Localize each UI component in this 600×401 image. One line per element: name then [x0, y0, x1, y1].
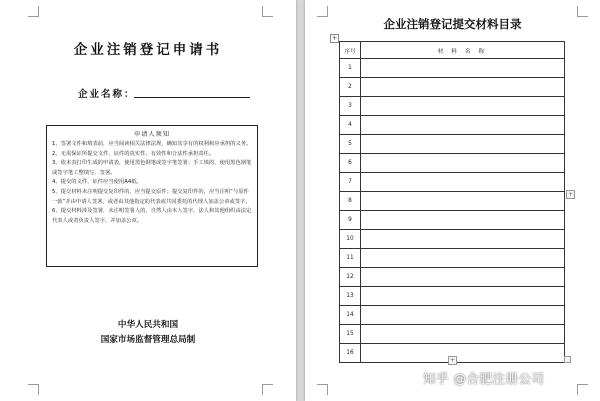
- table-row: [340, 59, 565, 78]
- table-row: [340, 135, 565, 154]
- material-name-cell[interactable]: [361, 116, 565, 135]
- header-serial-number: 序号: [340, 42, 361, 59]
- notice-item: 1、签署文件和填表前，应当阅读相关法律法规，确知其享有的权利和应承担的义务。: [52, 141, 252, 147]
- table-row: [340, 230, 565, 249]
- table-row: [340, 173, 565, 192]
- crop-mark: [262, 6, 273, 17]
- table-row: [340, 249, 565, 268]
- crop-mark: [317, 384, 328, 395]
- notice-item: 5、提交材料未注明提交复印件的，应当提交原件；提交复印件的，应当注明“与原件一致”并由申请人签署，或者由其他指定的代表或共同委托的代理人加盖公章或签字。: [52, 188, 251, 205]
- application-form-page: [0, 0, 296, 401]
- table-row: [340, 116, 565, 135]
- crop-mark: [577, 384, 588, 395]
- table-move-handle-icon[interactable]: +: [331, 34, 338, 42]
- notice-item: 3、依本表打印生成的申请表，使用黑色钢笔或签字笔签署；手工填的，使用黑色钢笔或签字笔工整填写、签署。: [52, 160, 252, 176]
- form-title: 企业注销登记申请书: [73, 42, 223, 58]
- header-material-name: 材 料 名 称: [361, 42, 565, 59]
- material-name-cell[interactable]: [361, 154, 565, 173]
- material-name-cell[interactable]: [361, 173, 565, 192]
- row-number: 13: [340, 287, 361, 306]
- material-name-cell[interactable]: [361, 78, 565, 97]
- add-row-handle-icon[interactable]: +: [449, 357, 456, 364]
- material-name-cell[interactable]: [361, 192, 565, 211]
- material-name-cell[interactable]: [361, 344, 565, 363]
- crop-mark: [262, 384, 273, 395]
- watermark-text: 知乎 @合肥注册公司: [423, 371, 545, 386]
- row-number: 16: [340, 344, 361, 363]
- material-name-cell[interactable]: [361, 135, 565, 154]
- issuer-country: 中华人民共和国: [117, 320, 179, 330]
- material-name-cell[interactable]: [361, 230, 565, 249]
- row-number: 10: [340, 230, 361, 249]
- table-row: [340, 192, 565, 211]
- table-row: [340, 154, 565, 173]
- notice-item: 6、提交材料涉及签署，未注明签署人的，自然人由本人签字，法人和其他组织由法定代表人或者负责人签字，并加盖公章。: [52, 208, 252, 224]
- row-number: 1: [340, 59, 361, 78]
- column-resize-handle-icon[interactable]: +: [567, 191, 574, 198]
- table-row: [340, 268, 565, 287]
- table-row: [340, 211, 565, 230]
- table-row: [340, 325, 565, 344]
- row-number: 2: [340, 78, 361, 97]
- notice-item: 2、无需保证所提交文件、证件的真实性、有效性和合法性承担责任。: [52, 150, 215, 157]
- row-number: 9: [340, 211, 361, 230]
- table-row: [340, 306, 565, 325]
- table-row: [340, 287, 565, 306]
- material-name-cell[interactable]: [361, 59, 565, 78]
- material-name-cell[interactable]: [361, 249, 565, 268]
- company-name-label: 企业名称：: [78, 89, 136, 100]
- crop-mark: [28, 384, 39, 395]
- material-name-cell[interactable]: [361, 97, 565, 116]
- applicant-notice-box: [46, 125, 258, 267]
- company-name-field[interactable]: [134, 97, 250, 98]
- material-name-cell[interactable]: [361, 268, 565, 287]
- material-name-cell[interactable]: [361, 325, 565, 344]
- table-resize-handle-icon[interactable]: [564, 356, 571, 363]
- row-number: 7: [340, 173, 361, 192]
- crop-mark: [28, 6, 39, 17]
- company-name-row: [78, 86, 258, 100]
- row-number: 12: [340, 268, 361, 287]
- material-name-cell[interactable]: [361, 287, 565, 306]
- material-name-cell[interactable]: [361, 211, 565, 230]
- table-row: [340, 97, 565, 116]
- row-number: 15: [340, 325, 361, 344]
- row-number: 14: [340, 306, 361, 325]
- material-name-cell[interactable]: [361, 306, 565, 325]
- notice-item: 4、提交的文件、证件应当使用A4纸。: [52, 179, 142, 186]
- row-number: 6: [340, 154, 361, 173]
- materials-table: [339, 41, 565, 363]
- row-number: 8: [340, 192, 361, 211]
- table-row: [340, 78, 565, 97]
- row-number: 11: [340, 249, 361, 268]
- row-number: 5: [340, 135, 361, 154]
- row-number: 3: [340, 97, 361, 116]
- issuer-agency: 国家市场监督管理总局制: [100, 335, 196, 345]
- notice-heading: 申请人须知: [134, 131, 170, 138]
- table-header-row: [340, 42, 565, 59]
- row-number: 4: [340, 116, 361, 135]
- list-title: 企业注销登记提交材料目录: [383, 17, 522, 31]
